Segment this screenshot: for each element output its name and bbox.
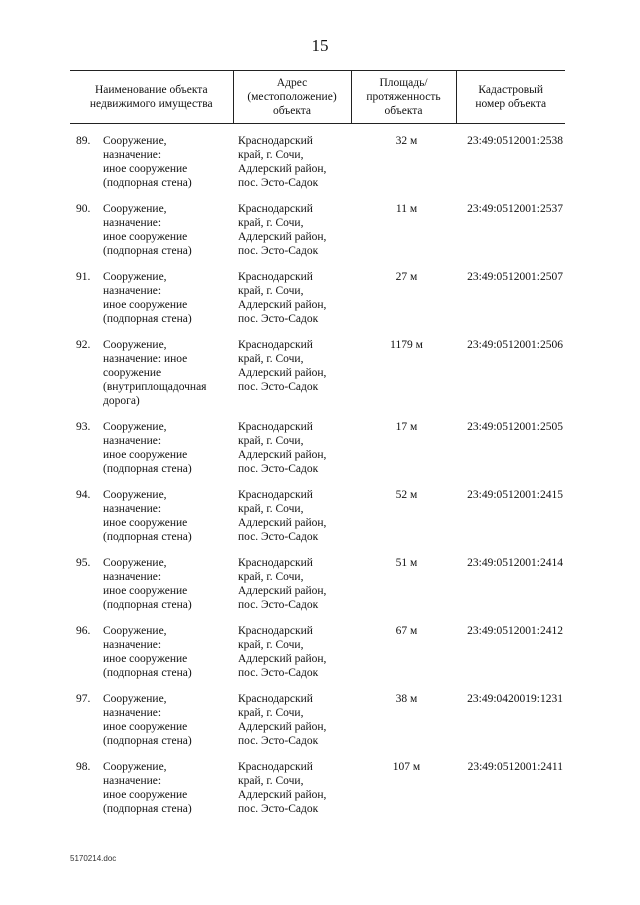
object-name-line: (подпорная стена) bbox=[103, 245, 192, 257]
address-line: пос. Эсто-Садок bbox=[238, 313, 319, 325]
object-name bbox=[103, 692, 233, 748]
object-name-line: Сооружение, bbox=[103, 339, 167, 351]
header-cadastral-number: Кадастровый номер объекта bbox=[456, 71, 565, 124]
object-name-line: назначение: bbox=[103, 217, 162, 229]
object-name-line: (подпорная стена) bbox=[103, 177, 192, 189]
object-cell bbox=[70, 488, 233, 544]
row-number: 98. bbox=[76, 761, 91, 773]
row-number: 90. bbox=[76, 203, 91, 215]
cadastral-number-cell: 23:49:0512001:2507 bbox=[467, 271, 563, 283]
object-name-line: иное сооружение bbox=[103, 299, 188, 311]
row-number: 95. bbox=[76, 557, 91, 569]
row-number: 97. bbox=[76, 693, 91, 705]
row-spacer bbox=[70, 612, 565, 624]
object-name bbox=[103, 488, 233, 544]
address-cell bbox=[233, 760, 351, 816]
address-cell bbox=[233, 270, 351, 326]
address-line: Адлерский район, bbox=[238, 721, 327, 733]
area-cell: 107 м bbox=[392, 761, 421, 773]
object-name bbox=[103, 624, 233, 680]
object-name-line: назначение: bbox=[103, 639, 162, 651]
row-number: 93. bbox=[76, 421, 91, 433]
address-line: пос. Эсто-Садок bbox=[238, 735, 319, 747]
cadastral-number-cell: 23:49:0512001:2537 bbox=[467, 203, 563, 215]
object-cell bbox=[70, 556, 233, 612]
address-line: пос. Эсто-Садок bbox=[238, 803, 319, 815]
object-name-line: иное сооружение bbox=[103, 231, 188, 243]
object-name-line: (подпорная стена) bbox=[103, 803, 192, 815]
page-number: 15 bbox=[311, 36, 329, 55]
property-table bbox=[70, 70, 565, 816]
address-line: край, г. Сочи, bbox=[238, 639, 304, 651]
object-name-line: назначение: bbox=[103, 435, 162, 447]
object-name-line: (подпорная стена) bbox=[103, 463, 192, 475]
object-name-line: Сооружение, bbox=[103, 421, 167, 433]
object-entry bbox=[70, 134, 233, 190]
object-entry bbox=[70, 624, 233, 680]
object-cell bbox=[70, 760, 233, 816]
object-name-line: Сооружение, bbox=[103, 625, 167, 637]
object-cell bbox=[70, 202, 233, 258]
object-name bbox=[103, 202, 233, 258]
object-name-line: назначение: bbox=[103, 503, 162, 515]
area-cell: 51 м bbox=[395, 557, 418, 569]
address-line: пос. Эсто-Садок bbox=[238, 531, 319, 543]
address-line: Адлерский район, bbox=[238, 517, 327, 529]
address-cell bbox=[233, 556, 351, 612]
area-cell: 67 м bbox=[395, 625, 418, 637]
address-line: пос. Эсто-Садок bbox=[238, 667, 319, 679]
row-number: 96. bbox=[76, 625, 91, 637]
area-cell: 52 м bbox=[395, 489, 418, 501]
object-name-line: назначение: bbox=[103, 149, 162, 161]
address-line: Краснодарский bbox=[238, 625, 313, 637]
object-name-line: (внутриплощадочная bbox=[103, 381, 207, 393]
address-line: край, г. Сочи, bbox=[238, 149, 304, 161]
address-line: Адлерский район, bbox=[238, 449, 327, 461]
address-line: Адлерский район, bbox=[238, 299, 327, 311]
object-name-line: Сооружение, bbox=[103, 135, 167, 147]
row-spacer bbox=[70, 326, 565, 338]
address-line: Краснодарский bbox=[238, 761, 313, 773]
table-row bbox=[70, 692, 565, 748]
address-line: Адлерский район, bbox=[238, 163, 327, 175]
table-row bbox=[70, 420, 565, 476]
cadastral-number-cell: 23:49:0512001:2538 bbox=[467, 135, 563, 147]
row-spacer bbox=[70, 748, 565, 760]
object-name-line: сооружение bbox=[103, 367, 162, 379]
object-name-line: (подпорная стена) bbox=[103, 667, 192, 679]
header-area: Площадь/ протяженность объекта bbox=[351, 71, 456, 124]
row-number: 92. bbox=[76, 339, 91, 351]
object-name-line: (подпорная стена) bbox=[103, 599, 192, 611]
object-name-line: иное сооружение bbox=[103, 653, 188, 665]
object-name-line: назначение: иное bbox=[103, 353, 188, 365]
object-name-line: Сооружение, bbox=[103, 489, 167, 501]
object-name-line: (подпорная стена) bbox=[103, 531, 192, 543]
table-row bbox=[70, 202, 565, 258]
area-cell: 11 м bbox=[395, 203, 418, 215]
row-spacer bbox=[70, 190, 565, 202]
object-entry bbox=[70, 338, 233, 408]
address-line: край, г. Сочи, bbox=[238, 217, 304, 229]
row-spacer bbox=[70, 544, 565, 556]
area-cell: 27 м bbox=[395, 271, 418, 283]
address-line: край, г. Сочи, bbox=[238, 353, 304, 365]
object-cell bbox=[70, 124, 233, 191]
object-entry bbox=[70, 270, 233, 326]
table-row bbox=[70, 338, 565, 408]
object-name-line: (подпорная стена) bbox=[103, 313, 192, 325]
cadastral-number-cell: 23:49:0512001:2414 bbox=[467, 557, 563, 569]
address-line: Краснодарский bbox=[238, 203, 313, 215]
object-name-line: назначение: bbox=[103, 775, 162, 787]
object-name bbox=[103, 760, 233, 816]
address-line: Краснодарский bbox=[238, 557, 313, 569]
object-cell bbox=[70, 338, 233, 408]
address-line: пос. Эсто-Садок bbox=[238, 381, 319, 393]
address-cell bbox=[233, 124, 351, 191]
object-cell bbox=[70, 270, 233, 326]
object-name-line: иное сооружение bbox=[103, 789, 188, 801]
row-spacer-cell bbox=[70, 190, 565, 202]
address-cell bbox=[233, 692, 351, 748]
row-spacer bbox=[70, 258, 565, 270]
address-line: край, г. Сочи, bbox=[238, 571, 304, 583]
object-name-line: назначение: bbox=[103, 285, 162, 297]
area-cell: 32 м bbox=[395, 135, 418, 147]
object-name-line: Сооружение, bbox=[103, 271, 167, 283]
object-name bbox=[103, 420, 233, 476]
address-line: Краснодарский bbox=[238, 693, 313, 705]
row-spacer-cell bbox=[70, 680, 565, 692]
object-name-line: Сооружение, bbox=[103, 203, 167, 215]
document-filename: 5170214.doc bbox=[70, 854, 117, 863]
row-number: 89. bbox=[76, 135, 91, 147]
address-line: край, г. Сочи, bbox=[238, 285, 304, 297]
address-cell bbox=[233, 624, 351, 680]
object-cell bbox=[70, 420, 233, 476]
area-cell: 38 м bbox=[395, 693, 418, 705]
row-spacer-cell bbox=[70, 748, 565, 760]
table-header-row bbox=[70, 71, 565, 124]
row-spacer bbox=[70, 680, 565, 692]
table-row bbox=[70, 624, 565, 680]
row-spacer-cell bbox=[70, 258, 565, 270]
row-spacer-cell bbox=[70, 612, 565, 624]
address-line: край, г. Сочи, bbox=[238, 503, 304, 515]
area-cell: 1179 м bbox=[390, 339, 423, 351]
cadastral-number-cell: 23:49:0512001:2505 bbox=[467, 421, 563, 433]
address-cell bbox=[233, 202, 351, 258]
cadastral-number-cell: 23:49:0512001:2506 bbox=[467, 339, 563, 351]
address-line: Адлерский район, bbox=[238, 789, 327, 801]
address-line: Адлерский район, bbox=[238, 585, 327, 597]
address-line: пос. Эсто-Садок bbox=[238, 599, 319, 611]
address-cell bbox=[233, 338, 351, 408]
address-line: край, г. Сочи, bbox=[238, 707, 304, 719]
address-line: Краснодарский bbox=[238, 489, 313, 501]
object-name bbox=[103, 134, 233, 190]
area-cell: 17 м bbox=[395, 421, 418, 433]
cadastral-number-cell: 23:49:0512001:2411 bbox=[467, 761, 563, 773]
row-spacer-cell bbox=[70, 408, 565, 420]
header-address: Адрес (местоположение) объекта bbox=[233, 71, 351, 124]
object-name bbox=[103, 338, 233, 408]
object-name-line: Сооружение, bbox=[103, 557, 167, 569]
address-line: Адлерский район, bbox=[238, 367, 327, 379]
object-entry bbox=[70, 420, 233, 476]
address-line: пос. Эсто-Садок bbox=[238, 177, 319, 189]
address-line: Краснодарский bbox=[238, 339, 313, 351]
address-line: край, г. Сочи, bbox=[238, 435, 304, 447]
address-cell bbox=[233, 488, 351, 544]
object-name bbox=[103, 556, 233, 612]
cadastral-number-cell: 23:49:0512001:2415 bbox=[467, 489, 563, 501]
row-spacer-cell bbox=[70, 544, 565, 556]
cadastral-number-cell: 23:49:0420019:1231 bbox=[467, 693, 563, 705]
address-line: Адлерский район, bbox=[238, 231, 327, 243]
object-name-line: дорога) bbox=[103, 395, 140, 407]
object-name-line: иное сооружение bbox=[103, 163, 188, 175]
address-line: Краснодарский bbox=[238, 135, 313, 147]
row-spacer bbox=[70, 408, 565, 420]
address-line: край, г. Сочи, bbox=[238, 775, 304, 787]
object-name bbox=[103, 270, 233, 326]
row-spacer-cell bbox=[70, 476, 565, 488]
object-cell bbox=[70, 692, 233, 748]
object-entry bbox=[70, 760, 233, 816]
table-row bbox=[70, 270, 565, 326]
object-name-line: иное сооружение bbox=[103, 585, 188, 597]
row-number: 91. bbox=[76, 271, 91, 283]
address-line: пос. Эсто-Садок bbox=[238, 463, 319, 475]
object-name-line: (подпорная стена) bbox=[103, 735, 192, 747]
address-cell bbox=[233, 420, 351, 476]
object-entry bbox=[70, 488, 233, 544]
object-cell bbox=[70, 624, 233, 680]
address-line: Краснодарский bbox=[238, 421, 313, 433]
table-row bbox=[70, 760, 565, 816]
object-name-line: назначение: bbox=[103, 571, 162, 583]
table-body bbox=[70, 124, 565, 817]
row-spacer bbox=[70, 476, 565, 488]
object-name-line: иное сооружение bbox=[103, 517, 188, 529]
table-row bbox=[70, 124, 565, 191]
object-name-line: Сооружение, bbox=[103, 761, 167, 773]
object-name-line: назначение: bbox=[103, 707, 162, 719]
object-entry bbox=[70, 692, 233, 748]
header-object-name: Наименование объекта недвижимого имущества bbox=[70, 71, 233, 124]
object-name-line: Сооружение, bbox=[103, 693, 167, 705]
row-spacer-cell bbox=[70, 326, 565, 338]
table-row bbox=[70, 488, 565, 544]
address-line: Краснодарский bbox=[238, 271, 313, 283]
object-name-line: иное сооружение bbox=[103, 449, 188, 461]
address-line: пос. Эсто-Садок bbox=[238, 245, 319, 257]
object-name-line: иное сооружение bbox=[103, 721, 188, 733]
table-row bbox=[70, 556, 565, 612]
object-entry bbox=[70, 202, 233, 258]
address-line: Адлерский район, bbox=[238, 653, 327, 665]
cadastral-number-cell: 23:49:0512001:2412 bbox=[467, 625, 563, 637]
object-entry bbox=[70, 556, 233, 612]
row-number: 94. bbox=[76, 489, 91, 501]
